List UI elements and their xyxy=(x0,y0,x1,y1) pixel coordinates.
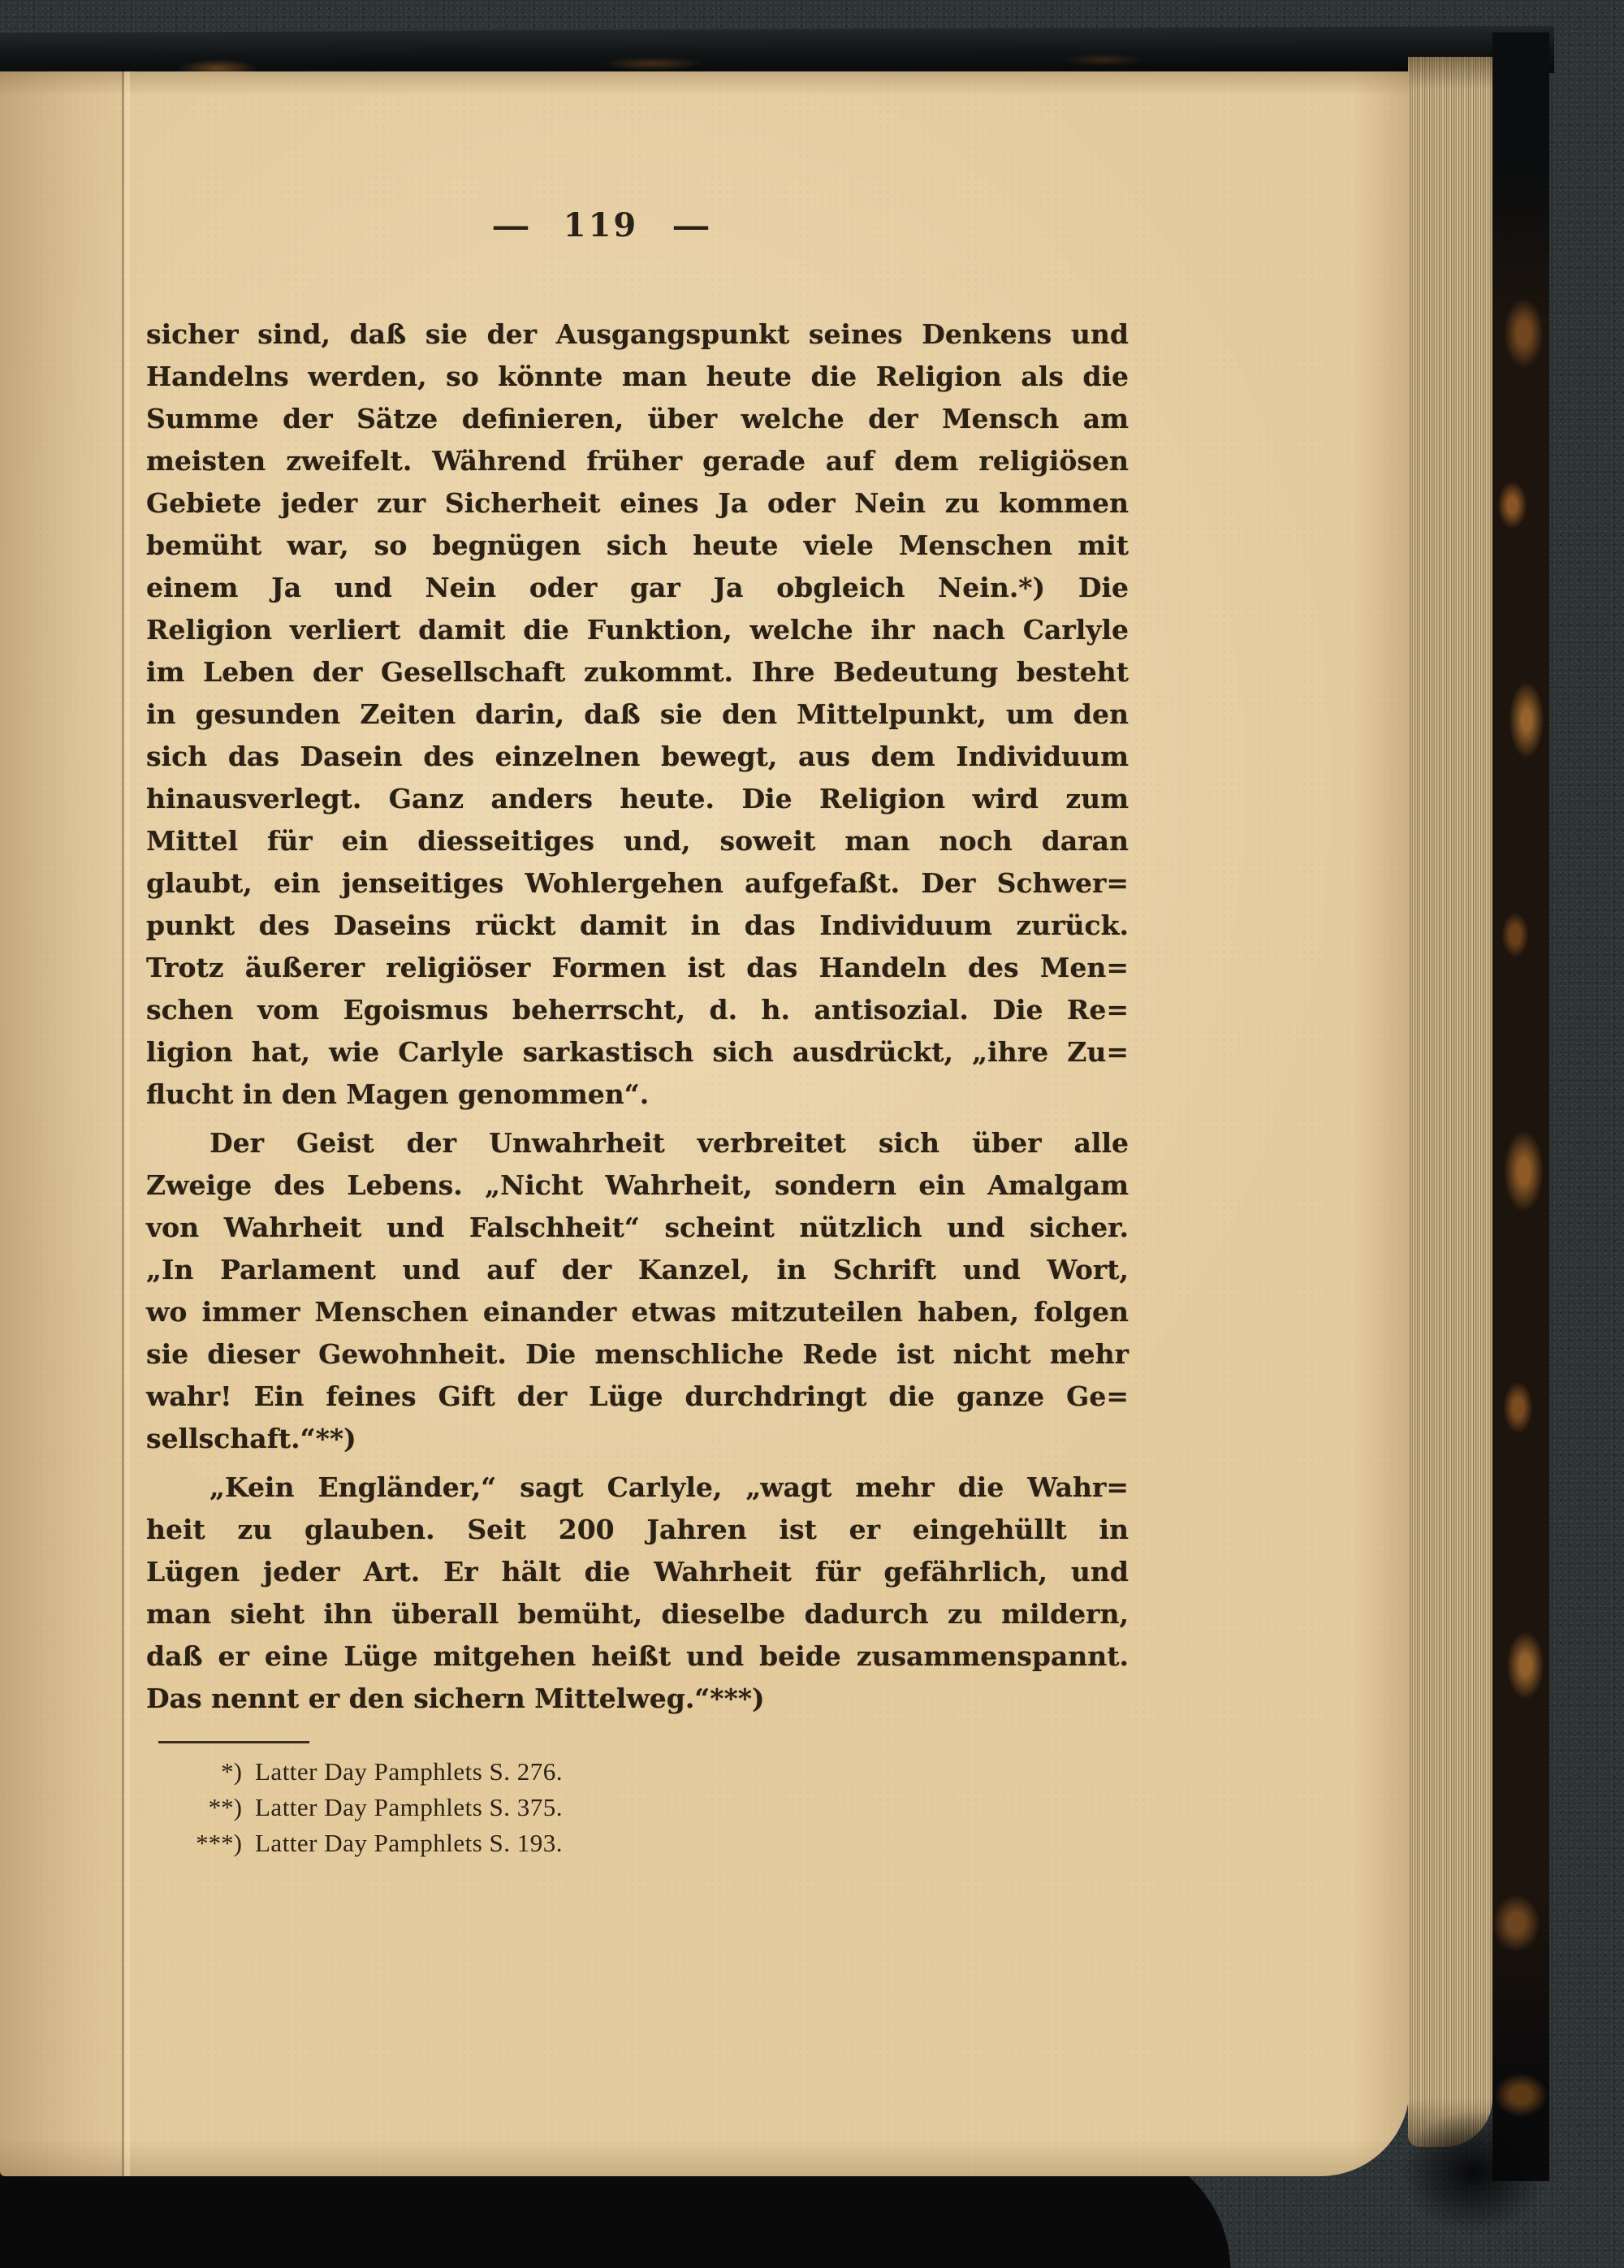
text-line: punkt des Daseins rückt damit in das Individuum zurück. xyxy=(146,909,1129,941)
text-line: einem Ja und Nein oder gar Ja obgleich Nein.*) Die xyxy=(146,572,1129,603)
text-line: Das nennt er den sichern Mittelweg.“***) xyxy=(146,1683,765,1714)
footnote-marker: ***) xyxy=(196,1829,242,1857)
footnote xyxy=(146,1825,1129,1861)
text-line: bemüht war, so begnügen sich heute viele Menschen mit xyxy=(146,529,1129,561)
text-line: heit zu glauben. Seit 200 Jahren ist er eingehüllt in xyxy=(146,1514,1129,1545)
text-line: von Wahrheit und Falschheit“ scheint nützlich und sicher. xyxy=(146,1212,1129,1243)
text-line: Religion verliert damit die Funktion, welche ihr nach Carlyle xyxy=(146,614,1129,646)
text-line: Summe der Sätze definieren, über welche der Mensch am xyxy=(146,403,1129,434)
text-line: schen vom Egoismus beherrscht, d. h. antisozial. Die Re= xyxy=(146,994,1129,1026)
paragraph xyxy=(146,313,1129,1116)
text-line: sich das Dasein des einzelnen bewegt, aus dem Individuum xyxy=(146,741,1129,772)
page-header xyxy=(357,206,844,244)
text-line: sellschaft.“**) xyxy=(146,1423,356,1454)
paragraph xyxy=(146,1122,1129,1460)
page xyxy=(0,71,1410,2176)
text-line: Lügen jeder Art. Er hält die Wahrheit für gefährlich, und xyxy=(146,1556,1129,1588)
text-line: Der Geist der Unwahrheit verbreitet sich über alle xyxy=(209,1127,1129,1159)
text-line: „In Parlament und auf der Kanzel, in Schrift und Wort, xyxy=(146,1254,1129,1285)
text-line: sicher sind, daß sie der Ausgangspunkt seines Denkens und xyxy=(146,318,1129,350)
text-line: glaubt, ein jenseitiges Wohlergehen aufgefaßt. Der Schwer= xyxy=(146,867,1129,899)
text-block xyxy=(146,313,1129,1720)
header-right-dash: — xyxy=(672,207,710,244)
text-line: in gesunden Zeiten darin, daß sie den Mittelpunkt, um den xyxy=(146,698,1129,730)
text-line: „Kein Engländer,“ sagt Carlyle, „wagt mehr die Wahr= xyxy=(209,1471,1129,1503)
text-line: wahr! Ein feines Gift der Lüge durchdringt die ganze Ge= xyxy=(146,1380,1129,1412)
footnote-text: Latter Day Pamphlets S. 375. xyxy=(255,1793,564,1821)
footnote-rule xyxy=(158,1741,309,1743)
text-line: Gebiete jeder zur Sicherheit eines Ja oder Nein zu kommen xyxy=(146,487,1129,519)
header-left-dash: — xyxy=(491,207,530,244)
text-line: wo immer Menschen einander etwas mitzuteilen haben, folgen xyxy=(146,1296,1129,1328)
footnote xyxy=(146,1754,1129,1790)
footnote-marker: *) xyxy=(221,1757,242,1786)
text-line: Mittel für ein diesseitiges und, soweit man noch daran xyxy=(146,825,1129,857)
page-fore-edge xyxy=(1408,57,1492,2147)
footnotes xyxy=(146,1754,1129,1861)
text-line: meisten zweifelt. Während früher gerade auf dem religiösen xyxy=(146,445,1129,477)
text-line: Trotz äußerer religiöser Formen ist das Handeln des Men= xyxy=(146,952,1129,983)
text-line: Zweige des Lebens. „Nicht Wahrheit, sondern ein Amalgam xyxy=(146,1169,1129,1201)
footnote xyxy=(146,1790,1129,1825)
text-line: ligion hat, wie Carlyle sarkastisch sich ausdrückt, „ihre Zu= xyxy=(146,1036,1129,1068)
text-line: man sieht ihn überall bemüht, dieselbe dadurch zu mildern, xyxy=(146,1598,1129,1630)
paragraph xyxy=(146,1467,1129,1720)
text-line: Handelns werden, so könnte man heute die Religion als die xyxy=(146,361,1129,392)
page-number: 119 xyxy=(563,206,639,244)
text-line: daß er eine Lüge mitgehen heißt und beide zusammenspannt. xyxy=(146,1640,1129,1672)
footnote-text: Latter Day Pamphlets S. 276. xyxy=(255,1757,564,1786)
footnote-text: Latter Day Pamphlets S. 193. xyxy=(255,1829,564,1857)
text-line: sie dieser Gewohnheit. Die menschliche Rede ist nicht mehr xyxy=(146,1338,1129,1370)
text-line: flucht in den Magen genommen“. xyxy=(146,1078,650,1110)
text-line: im Leben der Gesellschaft zukommt. Ihre Bedeutung besteht xyxy=(146,656,1129,688)
leather-cover-strip xyxy=(1492,32,1549,2181)
gutter-crease xyxy=(122,71,124,2176)
footnote-marker: **) xyxy=(208,1793,242,1821)
text-line: hinausverlegt. Ganz anders heute. Die Religion wird zum xyxy=(146,783,1129,814)
